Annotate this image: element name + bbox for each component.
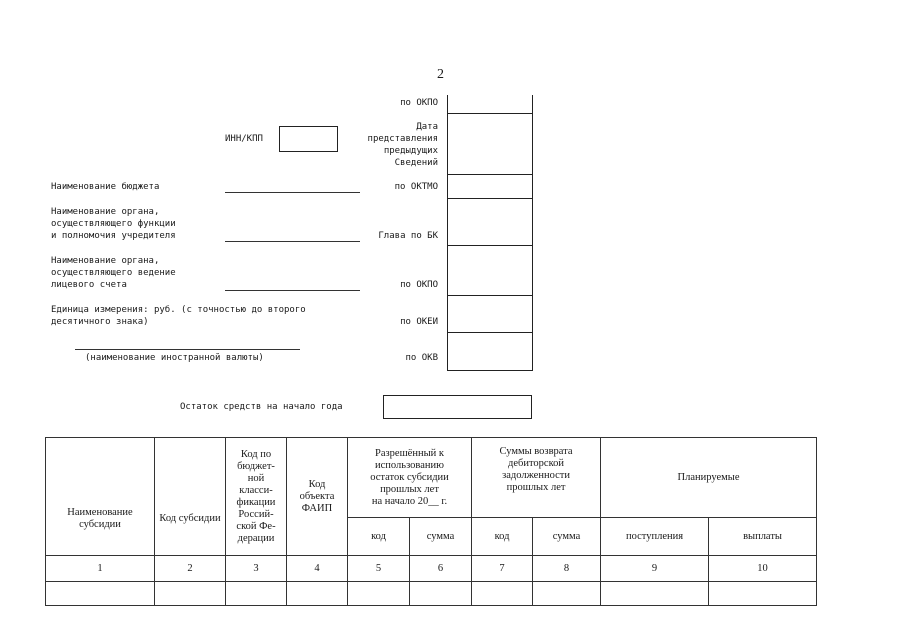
- okpo-bottom-label: по ОКПО: [400, 280, 438, 290]
- unit-label: Единица измерения: руб. (с точностью до второго десятичного знака): [51, 305, 306, 327]
- table-cell[interactable]: [226, 582, 287, 606]
- currency-caption: (наименование иностранной валюты): [85, 353, 264, 363]
- okpo-top-label: по ОКПО: [400, 98, 438, 108]
- table-cell[interactable]: [348, 582, 410, 606]
- subsidy-table: [45, 437, 817, 606]
- header-sub-receipts: поступления: [601, 518, 709, 556]
- table-cell[interactable]: [46, 582, 155, 606]
- currency-underline[interactable]: [75, 349, 300, 350]
- okei-label: по ОКЕИ: [400, 317, 438, 327]
- code-cell-okpo[interactable]: [448, 113, 532, 114]
- column-number-row: [46, 556, 817, 582]
- page-number: 2: [437, 67, 444, 82]
- col-number: 8: [533, 556, 601, 582]
- col-number: 2: [155, 556, 226, 582]
- header-subsidy-code: Код субсидии: [155, 438, 226, 556]
- founder-organ-label: Наименование органа, осуществляющего функции и полномочия учредителя: [51, 207, 176, 241]
- code-column: [447, 95, 533, 371]
- balance-field[interactable]: [383, 395, 532, 419]
- header-allowed-balance: Разрешённый к использованию остаток субсидии прошлых лет на начало 20__ г.: [348, 438, 472, 518]
- col-number: 10: [709, 556, 817, 582]
- table-cell[interactable]: [601, 582, 709, 606]
- header-sub-code-2: код: [472, 518, 533, 556]
- table-cell[interactable]: [410, 582, 472, 606]
- code-cell-oktmo[interactable]: [448, 198, 532, 199]
- account-organ-label: Наименование органа, осуществляющего ведение лицевого счета: [51, 256, 176, 290]
- table-row: [46, 582, 817, 606]
- col-number: 7: [472, 556, 533, 582]
- table-cell[interactable]: [472, 582, 533, 606]
- col-number: 3: [226, 556, 287, 582]
- header-budget-classification-code: Код по бюджет- ной класси- фикации Россий- ской Фе- дерации: [226, 438, 287, 556]
- code-cell-date[interactable]: [448, 174, 532, 175]
- table-cell[interactable]: [287, 582, 348, 606]
- col-number: 5: [348, 556, 410, 582]
- header-sub-sum-1: сумма: [410, 518, 472, 556]
- table-cell[interactable]: [533, 582, 601, 606]
- header-sub-sum-2: сумма: [533, 518, 601, 556]
- budget-name-label: Наименование бюджета: [51, 182, 160, 192]
- col-number: 9: [601, 556, 709, 582]
- table-cell[interactable]: [155, 582, 226, 606]
- founder-organ-underline[interactable]: [225, 241, 360, 242]
- header-sub-code-1: код: [348, 518, 410, 556]
- code-cell-okpo2[interactable]: [448, 295, 532, 296]
- okv-label: по ОКВ: [405, 353, 438, 363]
- glava-bk-label: Глава по БК: [378, 231, 438, 241]
- balance-label: Остаток средств на начало года: [180, 402, 343, 412]
- code-cell-okei[interactable]: [448, 332, 532, 333]
- budget-name-underline[interactable]: [225, 192, 360, 193]
- code-cell-glava[interactable]: [448, 245, 532, 246]
- oktmo-label: по ОКТМО: [394, 182, 438, 192]
- header-subsidy-name: Наименование субсидии: [46, 438, 155, 556]
- header-sub-payments: выплаты: [709, 518, 817, 556]
- header-planned: Планируемые: [601, 438, 817, 518]
- table-cell[interactable]: [709, 582, 817, 606]
- prev-date-label: Дата представления предыдущих Сведений: [367, 122, 438, 168]
- inn-kpp-label: ИНН/КПП: [225, 134, 263, 144]
- col-number: 1: [46, 556, 155, 582]
- account-organ-underline[interactable]: [225, 290, 360, 291]
- col-number: 6: [410, 556, 472, 582]
- header-returned-sums: Суммы возврата дебиторской задолженности прошлых лет: [472, 438, 601, 518]
- col-number: 4: [287, 556, 348, 582]
- header-faip-code: Код объекта ФАИП: [287, 438, 348, 556]
